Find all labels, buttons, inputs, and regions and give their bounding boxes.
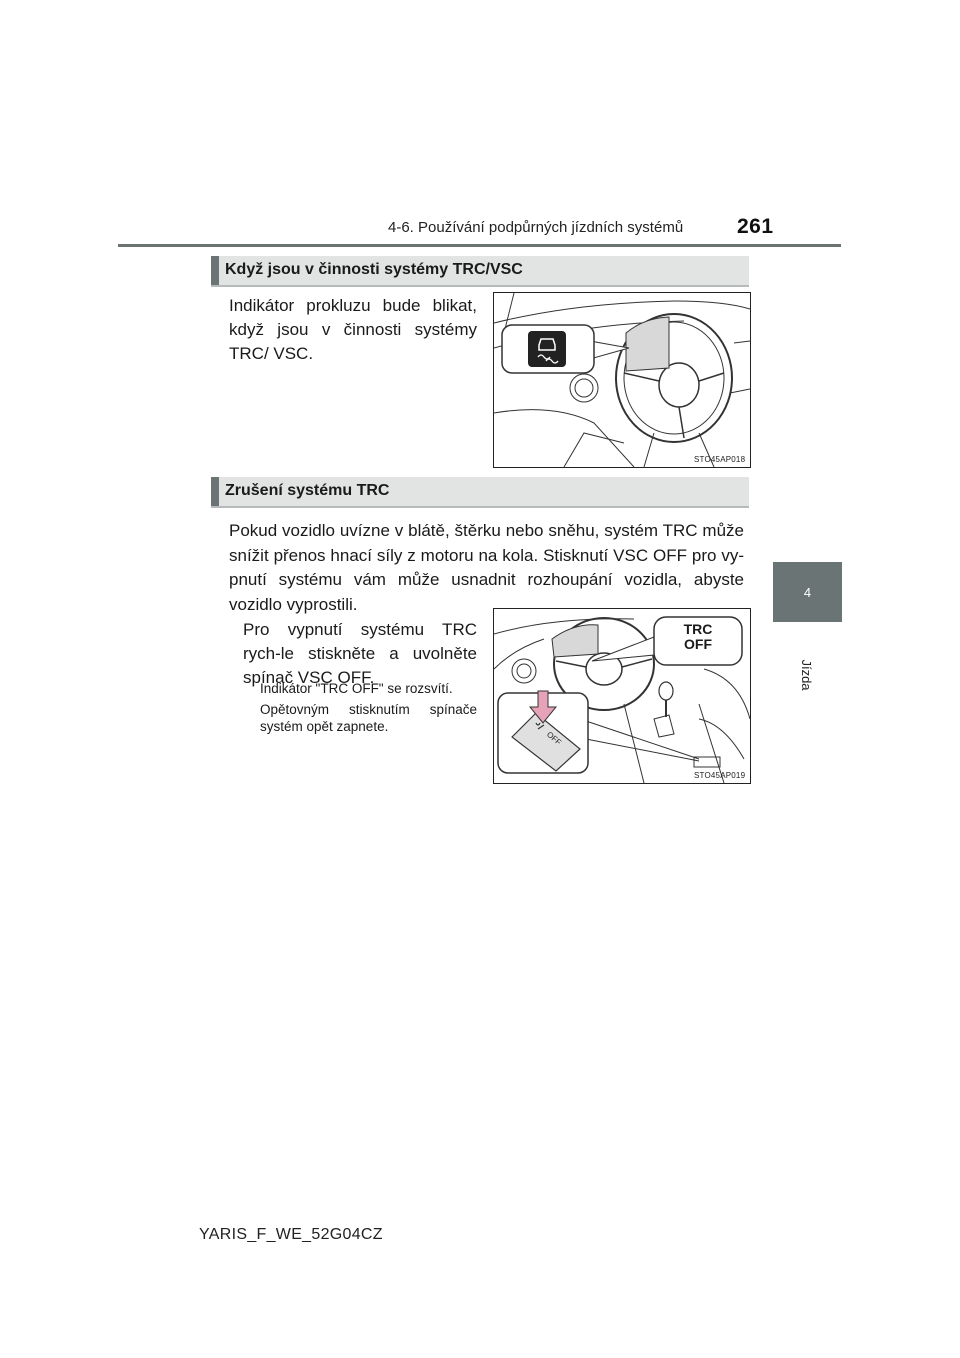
figure-code-1: STO45AP018 [694, 455, 746, 464]
chapter-tab: 4 [773, 562, 842, 622]
section-accent [211, 477, 219, 506]
section-heading: 4-6. Používání podpůrných jízdních systémů [388, 219, 684, 236]
section2-note-1: Indikátor "TRC OFF" se rozsvítí. [260, 681, 453, 696]
trc-off-line-2: OFF [684, 636, 712, 652]
document-code: YARIS_F_WE_52G04CZ [199, 1226, 383, 1243]
dashboard-illustration [494, 293, 750, 467]
section-title-1: Když jsou v činnosti systémy TRC/VSC [225, 261, 523, 278]
section-title-bar-1 [211, 256, 749, 287]
page-number: 261 [737, 215, 774, 238]
chapter-label: Jízda [799, 659, 815, 691]
section1-text: Indikátor prokluzu bude blikat, když jsou v činnosti systémy TRC/ VSC. [229, 296, 477, 363]
figure-code-2: STO45AP019 [694, 771, 746, 780]
section-accent [211, 256, 219, 285]
header-rule [118, 244, 841, 247]
figure-slip-indicator [493, 292, 751, 468]
section-title-bar-2 [211, 477, 749, 508]
section2-note-2: Opětovným stisknutím spínače systém opět zapnete. [260, 702, 477, 734]
section2-step: Pro vypnutí systému TRC rych-le stiskněte a uvolněte spínač VSC OFF. [243, 620, 477, 687]
switch-off-label: OFF [544, 729, 564, 748]
section-title-2: Zrušení systému TRC [225, 482, 390, 499]
section2-intro: Pokud vozidlo uvízne v blátě, štěrku nebo sněhu, systém TRC může snížit přenos hnací síly z motoru na kola. Stisknutí VSC OFF pro vy-pnutí systému vám může usnadnit rozhoupání vozidla, abyste vozidlo vyprostili. [229, 521, 744, 614]
trc-off-line-1: TRC [683, 621, 713, 637]
trc-off-callout [654, 622, 742, 652]
figure-vsc-off-switch [493, 608, 751, 784]
